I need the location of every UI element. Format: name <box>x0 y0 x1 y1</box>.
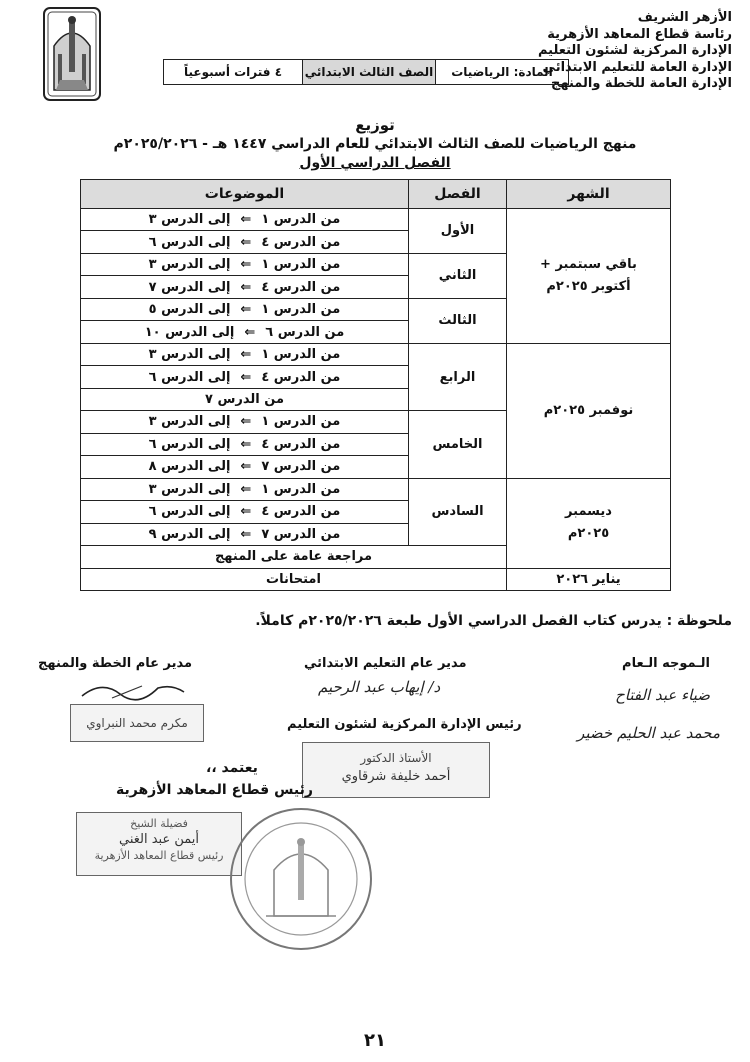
arrow-icon: ⇐ <box>240 481 252 497</box>
inspector-title: الـموجه الـعام <box>622 656 710 671</box>
topic-from: من الدرس ٧ <box>261 459 341 475</box>
arrow-icon: ⇐ <box>240 414 252 430</box>
topic-row <box>81 209 409 231</box>
topic-from: من الدرس ٤ <box>261 234 341 250</box>
arrow-icon: ⇐ <box>240 279 252 295</box>
topic-from: من الدرس ١ <box>261 212 341 228</box>
unit-cell: السادس <box>409 478 507 545</box>
topic-to: إلى الدرس ٦ <box>148 436 231 452</box>
semester-title: الفصل الدراسي الأول <box>299 155 451 171</box>
topic-from: من الدرس ١ <box>261 347 341 363</box>
topic-row <box>81 388 409 410</box>
title-line: منهج الرياضيات للصف الثالث الابتدائي للعام الدراسي ١٤٤٧ هـ - ٢٠٢٥/٢٠٢٦م <box>113 136 637 152</box>
topic-to: إلى الدرس ٦ <box>148 504 231 520</box>
arrow-icon: ⇐ <box>240 459 252 475</box>
unit-cell: الثالث <box>409 298 507 343</box>
topic-from: من الدرس ١ <box>261 414 341 430</box>
azhar-logo-icon <box>42 6 102 102</box>
topic-row <box>81 253 409 275</box>
header-topics: الموضوعات <box>81 180 409 209</box>
topic-row <box>81 276 409 298</box>
header-line: الأزهر الشريف <box>637 10 732 25</box>
month-cell: يناير ٢٠٢٦ <box>507 568 671 591</box>
header-unit: الفصل <box>409 180 507 209</box>
topic-to: إلى الدرس ٣ <box>148 481 231 497</box>
header-line: الإدارة العامة للخطة والمنهج <box>551 76 732 91</box>
topic-from: من الدرس ١ <box>261 302 341 318</box>
header-month: الشهر <box>507 180 671 209</box>
topic-to: إلى الدرس ٣ <box>148 257 231 273</box>
topic-to: إلى الدرس ٥ <box>148 302 231 318</box>
page-number: ٢١ <box>364 1030 386 1051</box>
primary-director-title: مدير عام التعليم الابتدائي <box>304 656 467 671</box>
central-admin-stamp <box>302 742 490 798</box>
approve-label: يعتمد ،، <box>206 760 258 776</box>
round-seal-icon <box>226 804 376 954</box>
topic-from: من الدرس ٦ <box>265 324 345 340</box>
plan-director-title: مدير عام الخطة والمنهج <box>38 656 193 671</box>
topic-row <box>81 298 409 320</box>
topic-from: من الدرس ١ <box>261 481 341 497</box>
topic-to: إلى الدرس ٩ <box>148 526 231 542</box>
arrow-icon: ⇐ <box>240 212 252 228</box>
month-cell: نوفمبر ٢٠٢٥م <box>507 343 671 478</box>
primary-director-signature: د/ إيهاب عبد الرحيم <box>318 678 441 696</box>
plan-director-stamp <box>70 704 204 742</box>
topic-row <box>81 411 409 433</box>
month-cell: باقي سبتمبر + أكتوبر ٢٠٢٥م <box>507 209 671 344</box>
topic-row <box>81 366 409 388</box>
topic-to: إلى الدرس ٦ <box>148 369 231 385</box>
curriculum-table <box>80 179 670 591</box>
header-line: الإدارة العامة للتعليم الابتدائي <box>542 59 732 75</box>
grade-cell: الصف الثالث الابتدائي <box>302 60 435 84</box>
arrow-icon: ⇐ <box>240 302 252 318</box>
periods-cell: ٤ فترات أسبوعياً <box>184 65 283 79</box>
topic-row <box>81 478 409 500</box>
title-line: توزيع <box>355 116 395 134</box>
title-block <box>0 116 750 173</box>
topic-to: إلى الدرس ٣ <box>148 414 231 430</box>
stamp-line: مكرم محمد النبراوي <box>86 716 188 730</box>
unit-cell: الخامس <box>409 411 507 478</box>
topic-from: من الدرس ٧ <box>261 526 341 542</box>
topic-from: من الدرس ٤ <box>261 436 341 452</box>
header-line: رئاسة قطاع المعاهد الأزهرية <box>547 26 732 42</box>
topic-from: من الدرس ٧ <box>204 391 284 407</box>
note-text: ملحوظة : يدرس كتاب الفصل الدراسي الأول طبعة ٢٠٢٥/٢٠٢٦م كاملاً. <box>255 613 732 629</box>
exams-row: امتحانات <box>81 568 507 591</box>
arrow-icon: ⇐ <box>240 369 252 385</box>
subject-info-box <box>163 59 569 85</box>
unit-cell: الثاني <box>409 253 507 298</box>
unit-cell: الأول <box>409 209 507 254</box>
topic-row <box>81 321 409 343</box>
topic-row <box>81 343 409 365</box>
arrow-icon: ⇐ <box>240 436 252 452</box>
topic-to: إلى الدرس ٧ <box>148 279 231 295</box>
topic-row <box>81 501 409 523</box>
unit-cell: الرابع <box>409 343 507 410</box>
header-line: الإدارة المركزية لشئون التعليم <box>537 43 732 58</box>
topic-to: إلى الدرس ٦ <box>148 234 231 250</box>
topic-row <box>81 523 409 545</box>
arrow-icon: ⇐ <box>240 257 252 273</box>
stamp-line: أيمن عبد الغني <box>118 832 199 847</box>
stamp-line: فضيلة الشيخ <box>130 817 188 830</box>
topic-from: من الدرس ٤ <box>261 279 341 295</box>
stamp-line: أحمد خليفة شرقاوي <box>341 769 451 784</box>
sector-head-title: رئيس قطاع المعاهد الأزهرية <box>116 782 313 798</box>
sector-head-stamp <box>76 812 242 876</box>
arrow-icon: ⇐ <box>240 234 252 250</box>
arrow-icon: ⇐ <box>240 504 252 520</box>
arrow-icon: ⇐ <box>240 347 252 363</box>
topic-row <box>81 456 409 478</box>
topic-from: من الدرس ٤ <box>261 504 341 520</box>
topic-to: إلى الدرس ٨ <box>148 459 231 475</box>
inspector-signature-1: ضياء عبد الفتاح <box>615 686 710 704</box>
stamp-line: الأستاذ الدكتور <box>360 751 432 765</box>
subject-cell: المادة: الرياضيات <box>435 60 568 84</box>
central-admin-title: رئيس الإدارة المركزية لشئون التعليم <box>287 717 522 732</box>
arrow-icon: ⇐ <box>244 324 256 340</box>
topic-row <box>81 433 409 455</box>
arrow-icon: ⇐ <box>240 526 252 542</box>
topic-from: من الدرس ٤ <box>261 369 341 385</box>
topic-to: إلى الدرس ١٠ <box>144 324 235 340</box>
topic-from: من الدرس ١ <box>261 257 341 273</box>
topic-to: إلى الدرس ٣ <box>148 347 231 363</box>
inspector-signature-2: محمد عبد الحليم خضير <box>577 724 720 742</box>
review-row: مراجعة عامة على المنهج <box>81 546 507 568</box>
month-cell: ديسمبر ٢٠٢٥م <box>507 478 671 568</box>
plan-director-signature-icon <box>72 678 192 704</box>
topic-row <box>81 231 409 253</box>
stamp-line: رئيس قطاع المعاهد الأزهرية <box>94 849 224 862</box>
topic-to: إلى الدرس ٣ <box>148 212 231 228</box>
